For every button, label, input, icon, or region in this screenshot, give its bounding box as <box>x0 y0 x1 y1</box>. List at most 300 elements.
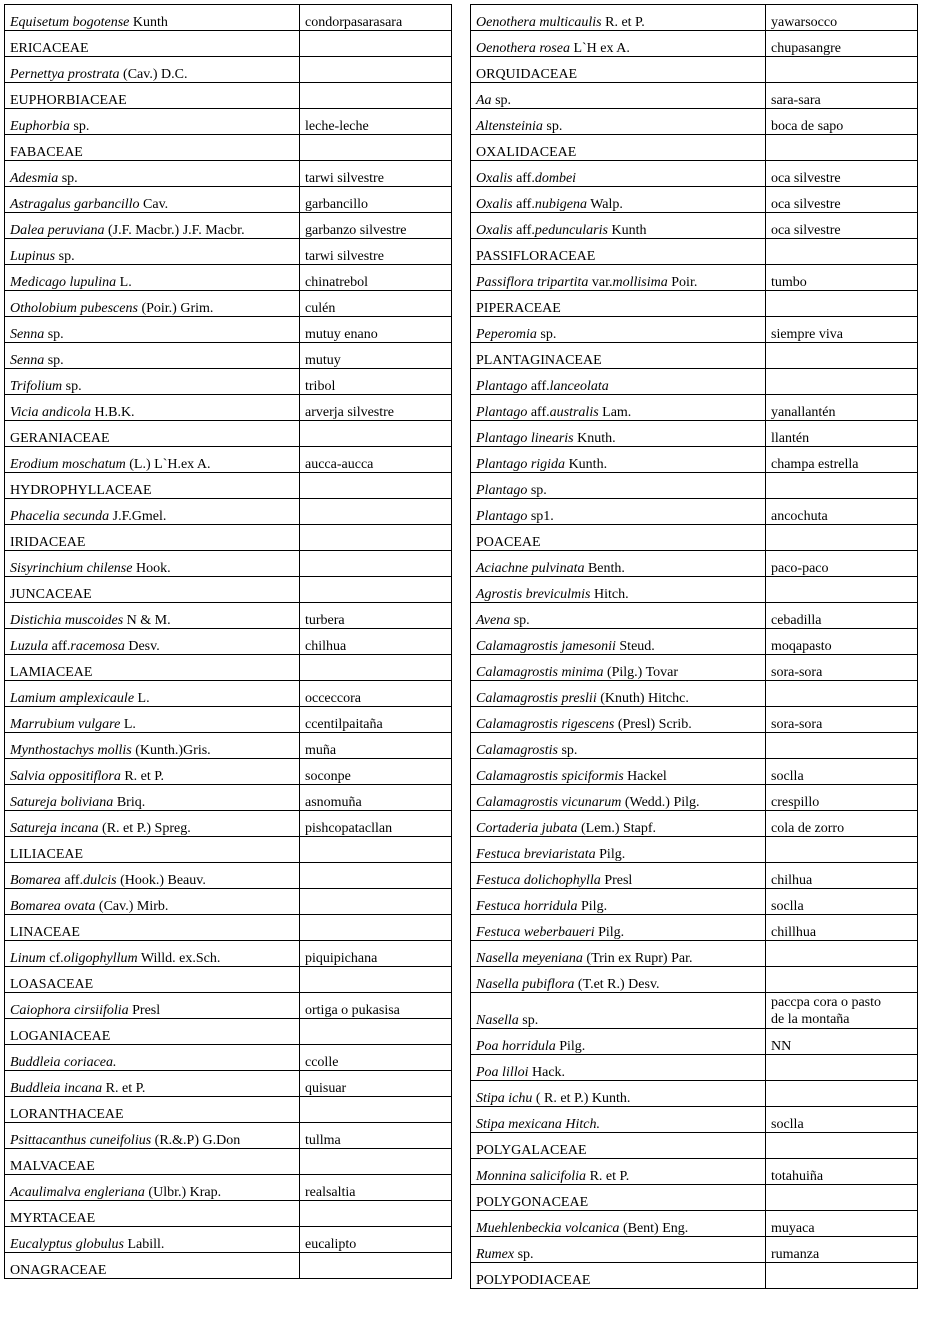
common-name-cell <box>300 291 452 317</box>
common-name-cell <box>766 499 918 525</box>
scientific-name-cell <box>471 317 766 343</box>
family-row <box>471 291 918 317</box>
scientific-name-cell <box>5 239 300 265</box>
common-name-cell <box>300 1019 452 1045</box>
family-row <box>471 135 918 161</box>
common-name-cell <box>766 187 918 213</box>
common-name-cell <box>300 395 452 421</box>
family-name-cell <box>471 525 766 551</box>
common-name-cell <box>766 343 918 369</box>
common-name: garbancillo <box>305 197 368 212</box>
common-name-cell <box>300 525 452 551</box>
scientific-name-cell <box>471 1081 766 1107</box>
species-row <box>5 1045 452 1071</box>
scientific-name-cell <box>471 395 766 421</box>
species-authority: Kunth <box>132 15 168 30</box>
species-name: Muehlenbeckia volcanica <box>476 1221 620 1236</box>
species-authority: (Kunth.)Gris. <box>135 743 211 758</box>
species-row <box>471 187 918 213</box>
common-name-cell <box>766 161 918 187</box>
scientific-name-cell <box>5 1045 300 1071</box>
scientific-name-cell <box>471 1159 766 1185</box>
scientific-name-cell <box>5 1071 300 1097</box>
scientific-name-cell <box>5 109 300 135</box>
species-row <box>471 551 918 577</box>
scientific-name-cell <box>471 213 766 239</box>
species-authority: (Hook.) Beauv. <box>120 873 206 888</box>
species-name: Aciachne pulvinata <box>476 561 585 576</box>
common-name-cell <box>766 421 918 447</box>
species-name: Buddleia coriacea. <box>10 1055 117 1070</box>
species-name: Festuca horridula <box>476 899 578 914</box>
common-name-cell <box>766 759 918 785</box>
species-epithet: racemosa <box>70 639 125 654</box>
species-name: Altensteinia <box>476 119 543 134</box>
common-name-cell <box>300 551 452 577</box>
family-row <box>5 1097 452 1123</box>
common-name: realsaltia <box>305 1185 356 1200</box>
species-name: Calamagrostis <box>476 743 558 758</box>
common-name-cell <box>766 57 918 83</box>
species-name: Nasella meyeniana <box>476 951 583 966</box>
species-authority: J.F.Gmel. <box>112 509 167 524</box>
species-row <box>471 1055 918 1081</box>
common-name: oca silvestre <box>771 223 841 238</box>
common-name: ccolle <box>305 1055 339 1070</box>
common-name-cell <box>766 1211 918 1237</box>
common-name-cell <box>300 369 452 395</box>
common-name: turbera <box>305 613 345 628</box>
species-authority: (Trin ex Rupr) Par. <box>586 951 693 966</box>
common-name-cell <box>766 1185 918 1211</box>
scientific-name-cell <box>471 499 766 525</box>
common-name-cell <box>766 213 918 239</box>
common-name-cell <box>300 785 452 811</box>
species-row <box>471 785 918 811</box>
common-name: mutuy <box>305 353 341 368</box>
species-row <box>5 863 452 889</box>
species-name: Oxalis <box>476 171 513 186</box>
common-name-line-2: de la montaña <box>771 1012 850 1027</box>
scientific-name-cell <box>471 1029 766 1055</box>
common-name-cell <box>766 629 918 655</box>
common-name-cell <box>766 1107 918 1133</box>
family-name: ERICACEAE <box>10 41 89 56</box>
species-name: Agrostis breviculmis <box>476 587 591 602</box>
common-name: condorpasarasara <box>305 15 403 30</box>
species-authority: Hitch. <box>593 587 629 602</box>
species-name: Salvia oppositiflora <box>10 769 121 784</box>
species-row <box>471 1081 918 1107</box>
common-name: ancochuta <box>771 509 828 524</box>
common-name-cell <box>766 655 918 681</box>
species-row <box>471 655 918 681</box>
species-name: Otholobium pubescens <box>10 301 138 316</box>
species-authority: (Presl) Scrib. <box>617 717 692 732</box>
species-name: Oenothera multicaulis <box>476 15 602 30</box>
common-name: arverja silvestre <box>305 405 395 420</box>
common-name: soconpe <box>305 769 351 784</box>
species-row <box>471 1237 918 1263</box>
qualifier: aff. <box>51 639 71 654</box>
species-epithet: lanceolata <box>549 379 609 394</box>
species-authority: Pilg. <box>559 1039 586 1054</box>
species-name: Linum <box>10 951 46 966</box>
species-row <box>471 759 918 785</box>
scientific-name-cell <box>5 265 300 291</box>
species-name: Calamagrostis vicunarum <box>476 795 622 810</box>
common-name-cell <box>300 187 452 213</box>
species-name: Cortaderia jubata <box>476 821 578 836</box>
common-name-cell <box>766 5 918 31</box>
species-row <box>5 317 452 343</box>
species-row <box>5 1227 452 1253</box>
species-authority: (Lem.) Stapf. <box>581 821 657 836</box>
species-authority: R. et P. <box>105 1081 146 1096</box>
species-name: Oxalis <box>476 223 513 238</box>
family-row <box>471 1185 918 1211</box>
species-row <box>5 993 452 1019</box>
scientific-name-cell <box>5 395 300 421</box>
species-name: Marrubium vulgare <box>10 717 121 732</box>
species-name: Psittacanthus cuneifolius <box>10 1133 152 1148</box>
family-name-cell <box>5 83 300 109</box>
species-authority: (R.&.P) G.Don <box>154 1133 241 1148</box>
family-name: ONAGRACEAE <box>10 1263 107 1278</box>
species-authority: (J.F. Macbr.) J.F. Macbr. <box>107 223 245 238</box>
species-row <box>5 395 452 421</box>
scientific-name-cell <box>5 551 300 577</box>
family-name: FABACEAE <box>10 145 83 160</box>
scientific-name-cell <box>5 733 300 759</box>
family-row <box>471 1133 918 1159</box>
family-name: IRIDACEAE <box>10 535 86 550</box>
species-authority: L. <box>123 717 136 732</box>
family-name-cell <box>471 135 766 161</box>
common-name-cell <box>300 265 452 291</box>
scientific-name-cell <box>5 499 300 525</box>
common-name-cell <box>300 889 452 915</box>
family-name: HYDROPHYLLACEAE <box>10 483 152 498</box>
family-name: PIPERACEAE <box>476 301 561 316</box>
scientific-name-cell <box>5 785 300 811</box>
common-name: garbanzo silvestre <box>305 223 407 238</box>
species-authority: sp. <box>561 743 578 758</box>
common-name: chilhua <box>771 873 813 888</box>
common-name: oca silvestre <box>771 171 841 186</box>
family-name: LOASACEAE <box>10 977 94 992</box>
species-row <box>5 1071 452 1097</box>
species-row <box>471 837 918 863</box>
common-name-cell <box>766 915 918 941</box>
family-row <box>471 1263 918 1289</box>
scientific-name-cell <box>471 577 766 603</box>
species-authority: sp. <box>546 119 563 134</box>
species-authority: Pilg. <box>598 925 625 940</box>
species-epithet: dombei <box>534 171 577 186</box>
common-name: occeccora <box>305 691 361 706</box>
scientific-name-cell <box>471 1055 766 1081</box>
species-name: Plantago <box>476 509 528 524</box>
family-name: EUPHORBIACEAE <box>10 93 127 108</box>
species-authority: (Cav.) Mirb. <box>98 899 169 914</box>
scientific-name-cell <box>471 5 766 31</box>
species-row <box>5 1123 452 1149</box>
common-name-cell <box>300 681 452 707</box>
common-name-cell <box>766 317 918 343</box>
family-name-cell <box>5 1019 300 1045</box>
species-row <box>471 629 918 655</box>
species-authority: (Ulbr.) Krap. <box>148 1185 222 1200</box>
species-row <box>5 109 452 135</box>
common-name-cell <box>300 1253 452 1279</box>
scientific-name-cell <box>5 603 300 629</box>
common-name-cell <box>766 551 918 577</box>
common-name: NN <box>771 1039 792 1054</box>
common-name-cell <box>300 915 452 941</box>
scientific-name-cell <box>471 551 766 577</box>
species-row <box>5 889 452 915</box>
scientific-name-cell <box>5 5 300 31</box>
species-authority: N & M. <box>126 613 171 628</box>
species-row <box>5 343 452 369</box>
family-row <box>5 31 452 57</box>
species-authority: Briq. <box>116 795 146 810</box>
common-name-cell <box>300 473 452 499</box>
common-name-cell <box>300 213 452 239</box>
species-row <box>471 681 918 707</box>
common-name: chupasangre <box>771 41 841 56</box>
common-name: champa estrella <box>771 457 859 472</box>
family-name-cell <box>5 421 300 447</box>
species-authority: Desv. <box>128 639 160 654</box>
common-name: siempre viva <box>771 327 843 342</box>
species-row <box>471 213 918 239</box>
common-name: boca de sapo <box>771 119 844 134</box>
common-name-cell <box>300 1227 452 1253</box>
scientific-name-cell <box>5 317 300 343</box>
species-name: Caiophora cirsiifolia <box>10 1003 129 1018</box>
species-name: Rumex <box>476 1247 515 1262</box>
scientific-name-cell <box>471 837 766 863</box>
scientific-name-cell <box>5 369 300 395</box>
common-name-cell <box>300 993 452 1019</box>
species-authority: sp. <box>540 327 557 342</box>
common-name-cell <box>766 681 918 707</box>
family-row <box>5 135 452 161</box>
family-row <box>5 915 452 941</box>
species-row <box>5 759 452 785</box>
family-row <box>5 1019 452 1045</box>
common-name: tumbo <box>771 275 807 290</box>
species-epithet: peduncularis <box>534 223 608 238</box>
scientific-name-cell <box>471 31 766 57</box>
species-authority: sp. <box>47 353 64 368</box>
species-authority: (Wedd.) Pilg. <box>624 795 700 810</box>
family-row <box>471 57 918 83</box>
scientific-name-cell <box>471 889 766 915</box>
species-row <box>471 889 918 915</box>
scientific-name-cell <box>5 629 300 655</box>
species-authority: (R. et P.) Spreg. <box>102 821 191 836</box>
common-name: totahuiña <box>771 1169 824 1184</box>
species-authority: Presl <box>604 873 633 888</box>
species-name: Plantago linearis <box>476 431 574 446</box>
species-name: Festuca breviaristata <box>476 847 596 862</box>
common-name-cell <box>766 31 918 57</box>
scientific-name-cell <box>471 187 766 213</box>
species-row <box>471 577 918 603</box>
common-name-cell <box>766 83 918 109</box>
common-name-cell <box>300 239 452 265</box>
common-name-cell <box>766 837 918 863</box>
common-name-cell <box>300 733 452 759</box>
species-row <box>471 395 918 421</box>
species-row <box>5 551 452 577</box>
common-name: soclla <box>771 769 804 784</box>
common-name-cell <box>766 993 918 1029</box>
common-name-cell <box>766 1055 918 1081</box>
scientific-name-cell <box>5 1123 300 1149</box>
scientific-name-cell <box>5 863 300 889</box>
species-authority: sp. <box>65 379 82 394</box>
common-name: yanallantén <box>771 405 836 420</box>
scientific-name-cell <box>471 915 766 941</box>
scientific-name-cell <box>471 369 766 395</box>
family-name: POLYPODIACEAE <box>476 1273 591 1288</box>
species-row <box>5 187 452 213</box>
species-row <box>5 265 452 291</box>
scientific-name-cell <box>5 161 300 187</box>
common-name: yawarsocco <box>771 15 838 30</box>
scientific-name-cell <box>5 941 300 967</box>
species-name: Phacelia secunda <box>10 509 110 524</box>
species-authority: Walp. <box>590 197 623 212</box>
species-name: Senna <box>10 327 45 342</box>
species-name: Satureja boliviana <box>10 795 114 810</box>
species-row <box>471 863 918 889</box>
common-name-cell <box>300 31 452 57</box>
family-name-cell <box>471 1263 766 1289</box>
family-row <box>5 837 452 863</box>
species-row <box>471 733 918 759</box>
scientific-name-cell <box>471 265 766 291</box>
family-name-cell <box>471 57 766 83</box>
common-name-cell <box>766 863 918 889</box>
species-name: Euphorbia <box>10 119 70 134</box>
common-name-cell <box>300 5 452 31</box>
qualifier: var. <box>591 275 613 290</box>
species-authority: R. et P. <box>589 1169 630 1184</box>
species-row <box>5 57 452 83</box>
common-name: sara-sara <box>771 93 821 108</box>
species-row <box>471 499 918 525</box>
species-authority: sp. <box>495 93 512 108</box>
family-row <box>5 967 452 993</box>
scientific-name-cell <box>5 1227 300 1253</box>
species-authority: Pilg. <box>599 847 626 862</box>
species-row <box>471 265 918 291</box>
species-row <box>471 1159 918 1185</box>
species-row <box>471 1211 918 1237</box>
common-name-cell <box>300 863 452 889</box>
species-table-right <box>470 4 918 1289</box>
scientific-name-cell <box>471 733 766 759</box>
common-name: rumanza <box>771 1247 820 1262</box>
common-name-cell <box>300 1201 452 1227</box>
common-name-cell <box>300 421 452 447</box>
family-row <box>5 525 452 551</box>
common-name: sora-sora <box>771 717 823 732</box>
qualifier: aff. <box>516 223 535 238</box>
species-name: Stipa mexicana Hitch. <box>476 1117 601 1132</box>
species-authority: Steud. <box>619 639 655 654</box>
family-row <box>5 1149 452 1175</box>
scientific-name-cell <box>5 707 300 733</box>
species-authority: ( R. et P.) Kunth. <box>535 1091 631 1106</box>
common-name-cell <box>766 733 918 759</box>
family-name-cell <box>5 1097 300 1123</box>
family-row <box>5 655 452 681</box>
qualifier: cf. <box>49 951 64 966</box>
scientific-name-cell <box>471 759 766 785</box>
common-name-cell <box>300 57 452 83</box>
species-row <box>5 369 452 395</box>
common-name: chillhua <box>771 925 817 940</box>
species-row <box>471 369 918 395</box>
species-name: Plantago <box>476 405 528 420</box>
scientific-name-cell <box>5 447 300 473</box>
species-row <box>471 1107 918 1133</box>
scientific-name-cell <box>471 967 766 993</box>
common-name-cell <box>300 109 452 135</box>
common-name: soclla <box>771 899 804 914</box>
species-epithet: dulcis <box>83 873 117 888</box>
scientific-name-cell <box>471 629 766 655</box>
species-name: Poa lilloi <box>476 1065 529 1080</box>
species-name: Calamagrostis minima <box>476 665 604 680</box>
species-name: Eucalyptus globulus <box>10 1237 124 1252</box>
species-name: Nasella pubiflora <box>476 977 575 992</box>
common-name-cell <box>300 941 452 967</box>
species-name: Avena <box>476 613 511 628</box>
species-authority: Poir. <box>671 275 698 290</box>
family-name-cell <box>471 1133 766 1159</box>
common-name: soclla <box>771 1117 804 1132</box>
common-name-cell <box>766 135 918 161</box>
common-name-cell <box>300 499 452 525</box>
family-name-cell <box>5 473 300 499</box>
family-row <box>5 577 452 603</box>
family-name: LILIACEAE <box>10 847 84 862</box>
family-name-cell <box>5 967 300 993</box>
species-authority: sp. <box>47 327 64 342</box>
common-name: sora-sora <box>771 665 823 680</box>
common-name-cell <box>300 655 452 681</box>
family-name-cell <box>5 1149 300 1175</box>
scientific-name-cell <box>5 681 300 707</box>
common-name-cell <box>766 109 918 135</box>
species-authority: H.B.K. <box>94 405 135 420</box>
scientific-name-cell <box>5 811 300 837</box>
family-name: POACEAE <box>476 535 541 550</box>
species-authority: (Bent) Eng. <box>622 1221 689 1236</box>
common-name-cell <box>300 1071 452 1097</box>
species-name: Plantago <box>476 379 528 394</box>
common-name: quisuar <box>305 1081 347 1096</box>
species-row <box>5 785 452 811</box>
species-authority: (T.et R.) Desv. <box>577 977 660 992</box>
